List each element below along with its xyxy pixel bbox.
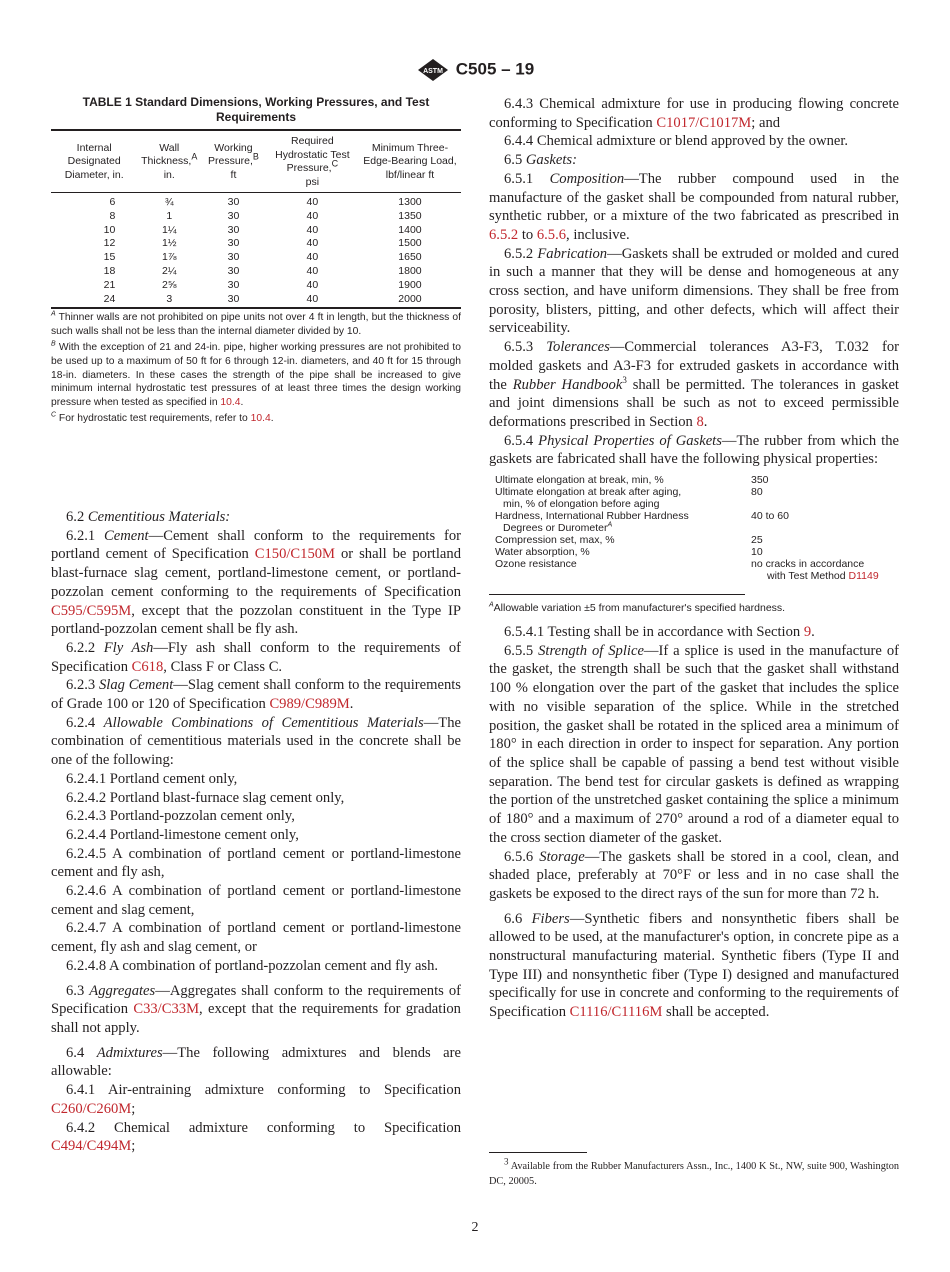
- header-text: Internal Designated Diameter, in.: [64, 141, 124, 181]
- property-name: Hardness, International Rubber Hardness: [495, 510, 689, 523]
- text: —Fly ash shall conform to the requirements of Specification: [51, 639, 461, 675]
- text: , except that the pozzolan constituent in the Type IP portland-pozzolan cement shall be fly ash.: [51, 602, 461, 638]
- text: 6.2.4: [66, 714, 104, 731]
- italic-text: Strength of Splice: [538, 642, 644, 659]
- properties-footnote: [489, 601, 899, 615]
- column-header: [359, 130, 461, 193]
- italic-text: Tolerances: [546, 339, 610, 356]
- text: 6.4.3 Chemical admixture for use in producing flowing concrete conforming to Specification: [489, 96, 899, 131]
- header-text: Working Pressure,: [207, 141, 253, 168]
- page-footnote: [489, 1152, 899, 1189]
- italic-text: Fabrication: [537, 245, 608, 262]
- text: 6.5.5: [504, 642, 539, 659]
- text: —Aggregates shall conform to the requirements of Specification: [51, 982, 461, 1018]
- table-row: [51, 251, 461, 265]
- paragraph: [51, 770, 461, 789]
- italic-text: Cementitious Materials:: [87, 509, 231, 525]
- paragraph: [51, 919, 461, 956]
- text: 6.2.4.3 Portland-pozzolan cement only,: [66, 808, 295, 825]
- text: shall be accepted.: [662, 1004, 770, 1021]
- test-method-link[interactable]: D1149: [848, 570, 879, 583]
- italic-text: Gaskets:: [525, 152, 577, 169]
- text: Thinner walls are not prohibited on pipe units not over 4 ft in length, but the thickness of such walls shall not be less than the internal diameter divided by 10.: [51, 312, 461, 338]
- text: 6.2.4.1 Portland cement only,: [66, 770, 238, 787]
- table-cell: 40: [306, 196, 319, 208]
- paragraph: [51, 1119, 461, 1156]
- header-text: Minimum Three-Edge-Bearing Load, lbf/linear ft: [363, 141, 457, 181]
- text: Degrees or Durometer: [503, 522, 608, 535]
- paragraph: [489, 132, 899, 151]
- text: 6.2.3: [66, 677, 99, 694]
- text: , Class F or Class C.: [163, 658, 283, 675]
- property-value-continued: [759, 498, 899, 510]
- text: For hydrostatic test requirements, refer to: [56, 412, 251, 424]
- cross-reference-link[interactable]: C260/C260M: [51, 1100, 132, 1117]
- header-text: Wall Thickness,: [141, 141, 192, 168]
- italic-text: Allowable Combinations of Cementitious Materials: [103, 714, 424, 731]
- table-cell: 8: [109, 209, 116, 222]
- text: , except that the requirements for gradation shall not apply.: [51, 1001, 461, 1036]
- table-cell: 1: [166, 209, 173, 222]
- table-cell: 30: [227, 223, 240, 236]
- table-cell: 2000: [359, 293, 461, 309]
- table-cell: 1½: [161, 237, 177, 250]
- property-row: [495, 510, 899, 522]
- text: 6.6: [504, 910, 532, 927]
- table-cell: 6: [109, 196, 116, 208]
- text: —Synthetic fibers and nonsynthetic fibers shall be allowed to be used, at the manufacturer's option, in concrete pipe as a nonstructural manufacturing material. Synthetic fibers (Type II and Type III) and nonsynthetic fiber (Type I) designed and manufactured specifically for use in concrete and conforming to the requirements of Specification: [489, 910, 900, 1021]
- paragraph: [51, 1081, 461, 1118]
- property-name-continued: [495, 570, 759, 582]
- text: 6.4.2 Chemical admixture conforming to Specification: [66, 1119, 461, 1136]
- italic-text: Cement: [104, 527, 149, 544]
- property-row: [495, 546, 899, 558]
- cross-reference-link[interactable]: 10.4: [220, 397, 241, 409]
- text: .: [811, 624, 815, 641]
- paragraph: [489, 848, 899, 904]
- text: 6.4.1 Air-entraining admixture conforming to Specification: [66, 1082, 461, 1099]
- table-cell: 1300: [398, 196, 422, 208]
- text: .: [703, 413, 708, 430]
- property-row-continued: [495, 498, 899, 510]
- table-footnote: [51, 311, 461, 339]
- table-cell: 12: [103, 237, 116, 250]
- property-row: [495, 534, 899, 546]
- text: 6.2: [66, 509, 88, 525]
- text: —Gaskets shall be extruded or molded and cured in such a manner that they will be dense and homogeneous at any cross section, and have uniform dimensions. They shall be free from porosity, blisters, pitting, and other defects, which will affect their serviceability.: [489, 245, 899, 337]
- property-name: Water absorption, %: [495, 546, 590, 559]
- footnote-marker: A: [489, 601, 494, 609]
- text: 6.4: [66, 1044, 97, 1061]
- cross-reference-link[interactable]: C595/C595M: [51, 602, 132, 619]
- cross-reference-link[interactable]: C494/C494M: [51, 1138, 132, 1155]
- table-row: [51, 193, 461, 210]
- property-row-continued: [495, 570, 899, 582]
- paragraph: [489, 432, 899, 469]
- table-cell: 30: [227, 278, 240, 291]
- text: —Commercial tolerances A3-F3, T.032 for molded gaskets and A3-F3 for extruded gaskets in accordance with the: [489, 339, 899, 393]
- text: 6.4.4 Chemical admixture or blend approved by the owner.: [504, 133, 849, 150]
- text: 6.2.2: [66, 639, 104, 656]
- left-column: [51, 508, 461, 1156]
- table-cell: 40: [306, 264, 319, 277]
- cross-reference-link[interactable]: 6.5.2: [489, 226, 519, 243]
- text: —The rubber compound used in the manufacture of the gasket shall be compounded from natural rubber, synthetic rubber, or a mixture of the two fabricated as prescribed in: [489, 170, 899, 225]
- property-value: no cracks in accordance: [751, 558, 865, 571]
- text: —Cement shall conform to the requirements for portland cement of Specification: [51, 527, 461, 563]
- table-cell: 40: [306, 278, 319, 291]
- paragraph: [489, 170, 899, 245]
- cross-reference-link[interactable]: 8: [696, 413, 704, 430]
- table-row: [51, 293, 461, 309]
- paragraph: [51, 639, 461, 676]
- footnote-text: Allowable variation ±5 from manufacturer's specified hardness.: [493, 602, 786, 615]
- text: min, % of elongation before aging: [503, 498, 660, 511]
- paragraph: [51, 714, 461, 770]
- paragraph: [51, 982, 461, 1038]
- properties-footnote-rule: [489, 594, 745, 595]
- property-value-continued: [759, 522, 899, 534]
- text: 6.2.4.8 A combination of portland-pozzolan cement and fly ash.: [66, 957, 439, 974]
- header-text: Required Hydrostatic Test Pressure,: [275, 135, 350, 174]
- text: ;: [131, 1100, 136, 1117]
- table-cell: 15: [103, 251, 116, 264]
- page-header: [0, 57, 950, 83]
- italic-text: Physical Properties of Gaskets: [538, 432, 722, 449]
- footnote-marker: C: [51, 411, 57, 419]
- cross-reference-link[interactable]: C33/C33M: [133, 1001, 200, 1018]
- property-row: [495, 558, 899, 570]
- property-value: 350: [751, 474, 769, 487]
- paragraph: [489, 338, 899, 432]
- property-name-continued: [495, 522, 759, 534]
- property-value: 10: [751, 546, 763, 559]
- table-cell: 1650: [398, 251, 422, 264]
- column-header: [201, 130, 266, 193]
- italic-text: Aggregates: [89, 982, 156, 999]
- italic-text: Fibers: [531, 910, 570, 927]
- footnote-text: Available from the Rubber Manufacturers Assn., Inc., 1400 K St., NW, suite 900, Washington DC, 20005.: [489, 1161, 899, 1187]
- svg-text:ASTM: ASTM: [422, 68, 443, 75]
- table-cell: ¾: [164, 196, 174, 208]
- table-cell: 30: [227, 196, 240, 208]
- paragraph: [51, 826, 461, 845]
- property-value-continued: [759, 570, 899, 582]
- property-row: [495, 474, 899, 486]
- paragraph: [51, 882, 461, 919]
- table-cell: 30: [201, 293, 266, 309]
- cross-reference-link[interactable]: C618: [131, 658, 164, 675]
- table-cell: 1800: [398, 264, 422, 277]
- column-header: [266, 130, 359, 193]
- text: 6.2.1: [66, 527, 105, 544]
- footnote-rule: [489, 1152, 587, 1153]
- paragraph: [489, 151, 899, 170]
- cross-reference-link[interactable]: C989/C989M: [269, 696, 350, 713]
- italic-text: Rubber Handbook: [512, 376, 623, 393]
- text: , inclusive.: [566, 226, 630, 243]
- table-cell: 1500: [398, 237, 422, 250]
- paragraph: [489, 95, 899, 132]
- table-cell: 1900: [398, 278, 422, 291]
- text: or shall be portland blast-furnace slag cement, portland-limestone cement, or portland-pozzolan cement conforming to the requirements of Specification: [51, 546, 461, 600]
- property-name: Ultimate elongation at break, min, %: [495, 474, 664, 487]
- text: —The combination of cementitious materials used in the concrete shall be one of the following:: [51, 714, 461, 769]
- italic-text: Storage: [539, 848, 585, 865]
- table-cell: 40: [266, 293, 359, 309]
- paragraph: [51, 527, 461, 639]
- table-cell: 10: [103, 223, 116, 236]
- table-cell: 40: [306, 237, 319, 250]
- paragraph: [51, 1044, 461, 1081]
- superscript: 3: [622, 374, 627, 385]
- footnote-marker: B: [51, 340, 56, 348]
- cross-reference-link[interactable]: C1116/C1116M: [569, 1004, 663, 1021]
- footnote-marker: B: [252, 151, 259, 162]
- header-unit: ft: [230, 168, 237, 181]
- text: 6.2.4.4 Portland-limestone cement only,: [66, 826, 299, 843]
- footnote-marker: A: [191, 151, 198, 162]
- property-row: [495, 486, 899, 498]
- table-cell: 40: [306, 209, 319, 222]
- text: .: [270, 412, 274, 424]
- cross-reference-link[interactable]: C150/C150M: [254, 546, 336, 563]
- paragraph: [489, 642, 899, 848]
- footnote-marker: A: [51, 310, 56, 318]
- table-cell: 40: [306, 251, 319, 264]
- text: 6.5: [504, 152, 526, 169]
- paragraph: [51, 676, 461, 713]
- property-value: 25: [751, 534, 763, 547]
- table-row: [51, 210, 461, 224]
- text: —Slag cement shall conform to the requirements of Grade 100 or 120 of Specification: [51, 677, 461, 713]
- property-name: Compression set, max, %: [495, 534, 615, 547]
- text: 6.5.1: [504, 170, 550, 187]
- dimensions-table: [51, 129, 461, 309]
- paragraph: [51, 807, 461, 826]
- text: to: [518, 226, 537, 243]
- cross-reference-link[interactable]: C1017/C1017M: [656, 114, 752, 131]
- table-row: [51, 265, 461, 279]
- text: —The following admixtures and blends are allowable:: [51, 1044, 461, 1080]
- table-cell: 2⅝: [161, 278, 177, 291]
- footnote-marker: C: [331, 158, 339, 169]
- italic-text: Slag Cement: [98, 677, 174, 694]
- table-cell: 21: [103, 278, 116, 291]
- paragraph: [489, 910, 899, 1022]
- paragraph: [489, 245, 899, 339]
- text: 6.2.4.2 Portland blast-furnace slag cement only,: [66, 789, 345, 806]
- property-row-continued: [495, 522, 899, 534]
- text: .: [240, 397, 244, 409]
- property-name: Ultimate elongation at break after aging,: [495, 486, 682, 499]
- table-cell: 24: [51, 293, 137, 309]
- table-cell: 30: [227, 251, 240, 264]
- table-row: [51, 224, 461, 238]
- paragraph: [51, 508, 461, 527]
- cross-reference-link[interactable]: 10.4: [250, 412, 271, 424]
- physical-properties-table: [495, 474, 899, 582]
- table-cell: 2¼: [161, 264, 177, 277]
- text: with Test Method: [767, 570, 849, 583]
- text: With the exception of 21 and 24-in. pipe, higher working pressures are not prohibited to be used up to a maximum of 50 ft for 6 through 12-in. diameters, and 40 ft for 15 through 18-in. diameters. In these cases the strength of the pipe shall be increased to give minimum internal hydrostatic test pressures of at least three times the design working pressure when tested as specified in: [51, 341, 461, 409]
- table-1: [51, 95, 461, 426]
- table-cell: 40: [306, 223, 319, 236]
- text: 6.5.6: [504, 848, 540, 865]
- text: —The rubber from which the gaskets are fabricated shall have the following physical properties:: [489, 432, 899, 468]
- table-cell: 1350: [398, 209, 422, 222]
- table-cell: 18: [103, 264, 116, 277]
- italic-text: Fly Ash: [103, 639, 154, 656]
- paragraph: [51, 789, 461, 808]
- text: 6.5.3: [504, 339, 547, 356]
- header-unit: psi: [305, 175, 320, 188]
- paragraph: [51, 957, 461, 976]
- property-value: 40 to 60: [751, 510, 789, 523]
- text: 6.3: [66, 982, 90, 999]
- table-footnote: [51, 412, 461, 426]
- table-row: [51, 237, 461, 251]
- text: 6.5.4.1 Testing shall be in accordance with Section: [504, 624, 804, 641]
- column-header: [51, 130, 137, 193]
- table-cell: 30: [227, 209, 240, 222]
- text: ;: [131, 1138, 136, 1155]
- text: —The gaskets shall be stored in a cool, clean, and shaded place, preferably at 70°F or less and in no case shall the gaskets be exposed to the direct rays of the sun for more than 72 h.: [489, 848, 899, 902]
- text: shall be permitted. The tolerances in gasket and joint dimensions shall be such as not to exceed permissible deformations prescribed in Section: [489, 376, 899, 430]
- right-column: [489, 95, 899, 1022]
- table-footnote: [51, 341, 461, 410]
- italic-text: Composition: [549, 170, 625, 187]
- table-cell: 30: [227, 264, 240, 277]
- paragraph: [51, 845, 461, 882]
- footnote-marker: 3: [504, 1156, 509, 1167]
- text: 6.5.4: [504, 432, 539, 449]
- text: 6.5.2: [504, 245, 538, 262]
- text: 6.2.4.6 A combination of portland cement or portland-limestone cement and slag cement,: [51, 883, 461, 918]
- text: .: [349, 696, 354, 713]
- page-number: 2: [471, 1220, 479, 1235]
- header-unit: in.: [163, 168, 175, 181]
- table-caption: TABLE 1 Standard Dimensions, Working Pressures, and Test Requirements: [82, 95, 430, 124]
- cross-reference-link[interactable]: 6.5.6: [536, 226, 567, 243]
- footnote-marker: A: [607, 521, 613, 529]
- text: 6.2.4.5 A combination of portland cement or portland-limestone cement and fly ash,: [51, 845, 461, 881]
- astm-logo-icon: [416, 57, 450, 83]
- cross-reference-link[interactable]: 9: [803, 624, 812, 641]
- text: —If a splice is used in the manufacture of the gasket, the strength shall be such that the gasket shall withstand 100 % elongation over the part of the gasket that includes the splice with no visible separation of the splice. While in the stretched position, the gasket shall be rotated in the spliced area a minimum of 180° in each direction in order to inspect for separation. Any portion of the splice shall be capable of passing a bend test without visible separation. The bend test for circular gaskets is defined as wrapping the portion of the unstretched gasket containing the splice a minimum of 180° and a maximum of 270° around a rod of a diameter equal to the cross section diameter of the gasket.: [489, 642, 899, 846]
- table-cell: 1¼: [161, 223, 177, 236]
- text: 6.2.4.7 A combination of portland cement or portland-limestone cement, fly ash and slag cement, or: [51, 920, 461, 956]
- paragraph: [489, 623, 899, 642]
- text: ; and: [751, 114, 781, 131]
- italic-text: Admixtures: [96, 1044, 163, 1061]
- column-header: [137, 130, 201, 193]
- property-name: Ozone resistance: [495, 558, 577, 571]
- property-value: 80: [751, 486, 763, 499]
- table-cell: 3: [137, 293, 201, 309]
- table-cell: 30: [227, 237, 240, 250]
- property-name-continued: [495, 498, 759, 510]
- table-cell: 1400: [398, 223, 422, 236]
- table-cell: 1⅞: [161, 251, 177, 264]
- designation: C505 – 19: [455, 59, 535, 79]
- table-row: [51, 279, 461, 293]
